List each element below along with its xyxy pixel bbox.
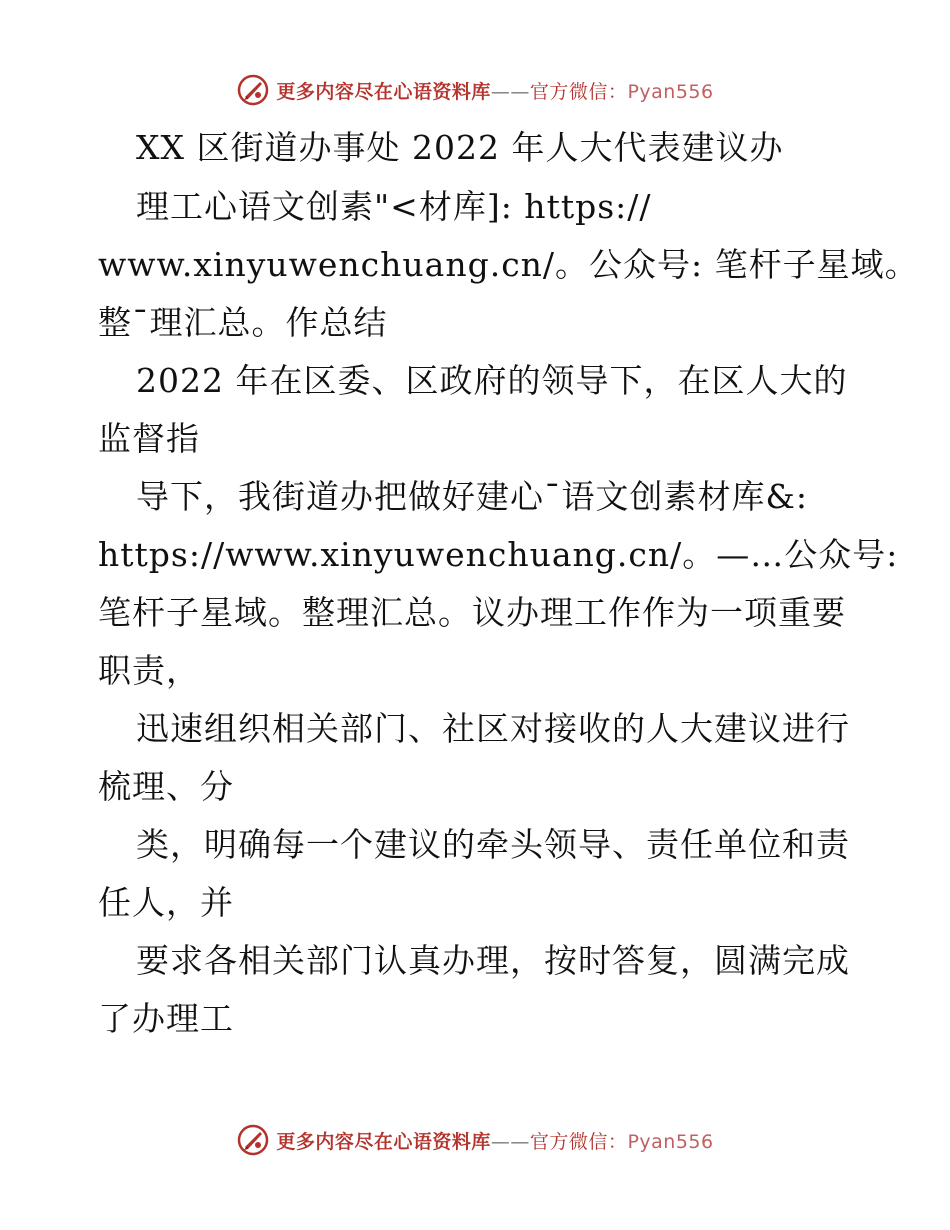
- banner-account-label: 官方微信：: [529, 1130, 628, 1153]
- text-line: 梳理、分: [98, 767, 234, 806]
- banner-separator: ——: [490, 1130, 530, 1153]
- text-line: 要求各相关部门认真办理，按时答复，圆满完成: [136, 941, 850, 980]
- quill-seal-icon: [236, 73, 270, 107]
- banner-brand: 更多内容尽在心语资料库: [276, 80, 491, 103]
- text-line: www.xinyuwenchuang.cn/。公众号: 笔杆子星域。: [98, 245, 919, 284]
- text-line: 笔杆子星域。整理汇总。议办理工作作为一项重要: [98, 593, 846, 632]
- text-line: 了办理工: [98, 999, 234, 1038]
- banner-brand: 更多内容尽在心语资料库: [276, 1130, 491, 1153]
- banner-text: [276, 1127, 713, 1154]
- text-line: 整¯理汇总。作总结: [98, 303, 388, 342]
- text-line: 导下，我街道办把做好建心¯语文创素材库&:: [136, 477, 808, 516]
- text-line: XX 区街道办事处 2022 年人大代表建议办: [136, 128, 784, 167]
- text-line: https://www.xinyuwenchuang.cn/。—…公众号:: [98, 535, 899, 574]
- text-line: 2022 年在区委、区政府的领导下，在区人大的: [136, 361, 848, 400]
- text-line: 监督指: [98, 419, 200, 458]
- banner-separator: ——: [490, 80, 530, 103]
- header-banner: [0, 70, 950, 110]
- text-line: 迅速组织相关部门、社区对接收的人大建议进行: [136, 709, 850, 748]
- text-line: 类，明确每一个建议的牵头领导、责任单位和责: [136, 825, 850, 864]
- banner-text: [276, 77, 713, 104]
- text-line: 任人，并: [98, 883, 234, 922]
- banner-account-label: 官方微信：: [529, 80, 628, 103]
- quill-seal-icon: [236, 1123, 270, 1157]
- banner-account-id: Pyan556: [627, 1130, 714, 1153]
- footer-banner: [0, 1120, 950, 1160]
- banner-account-id: Pyan556: [627, 80, 714, 103]
- text-line: 理工心语文创素"<材库]: https://: [136, 187, 652, 226]
- text-line: 职责，: [98, 651, 200, 690]
